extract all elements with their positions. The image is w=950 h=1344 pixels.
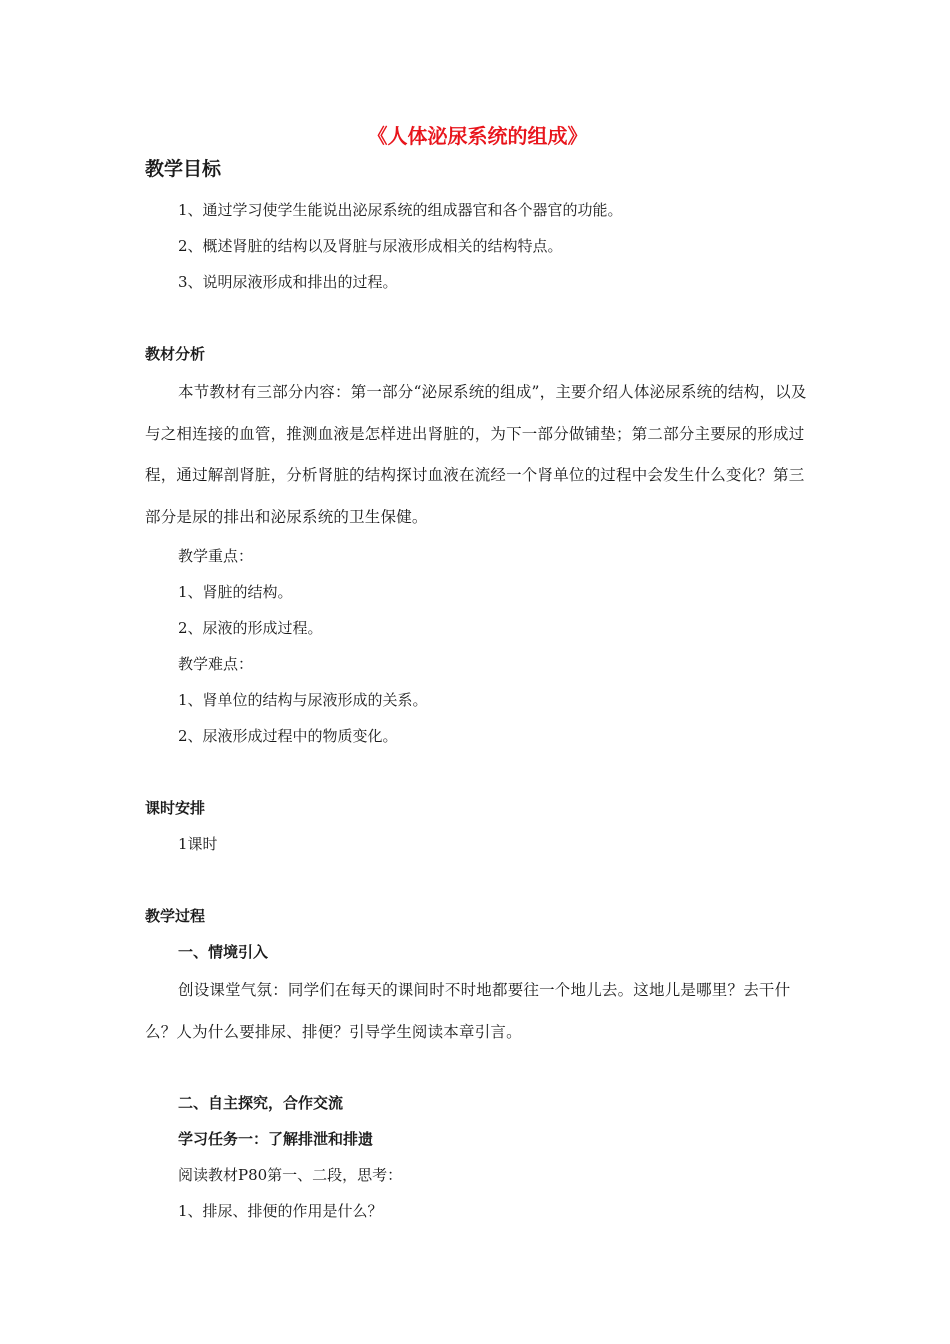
process-part1-heading: 一、情境引入 [178,943,269,961]
schedule-text: 1课时 [178,835,218,853]
key-point-item-2: 2、尿液的形成过程。 [178,619,323,637]
document-page [145,118,810,1229]
key-points-label: 教学重点： [178,547,254,565]
process-part2-heading: 二、自主探究，合作交流 [178,1094,344,1112]
task1-instruction: 阅读教材P80第一、二段，思考： [178,1166,403,1184]
objective-item-2: 2、概述肾脏的结构以及肾脏与尿液形成相关的结构特点。 [178,237,563,255]
section-spacer [145,862,810,898]
difficulty-item-2: 2、尿液形成过程中的物质变化。 [178,727,398,745]
objective-item-1: 1、通过学习使学生能说出泌尿系统的组成器官和各个器官的功能。 [178,201,623,219]
analysis-heading: 教材分析 [145,345,206,363]
document-title: 《人体泌尿系统的组成》 [367,124,588,148]
objective-item-3: 3、说明尿液形成和排出的过程。 [178,273,398,291]
section-spacer [145,1053,810,1085]
key-point-item-1: 1、肾脏的结构。 [178,583,293,601]
analysis-paragraph: 本节教材有三部分内容：第一部分“泌尿系统的组成”，主要介绍人体泌尿系统的结构，以及与之相连接的血管，推测血液是怎样进出肾脏的，为下一部分做铺垫；第二部分主要尿的形成过程，通过解剖肾脏，分析肾脏的结构探讨血液在流经一个肾单位的过程中会发生什么变化？第三部分是尿的排出和泌尿系统的卫生保健。 [145,383,807,526]
process-part1-text: 创设课堂气氛：同学们在每天的课间时不时地都要往一个地儿去。这地儿是哪里？去干什么？人为什么要排尿、排便？引导学生阅读本章引言。 [145,981,791,1041]
difficulty-item-1: 1、肾单位的结构与尿液形成的关系。 [178,691,428,709]
task1-question-1: 1、排尿、排便的作用是什么？ [178,1202,383,1220]
section-spacer [145,300,810,336]
process-heading: 教学过程 [145,907,206,925]
difficulties-label: 教学难点： [178,655,254,673]
schedule-heading: 课时安排 [145,799,206,817]
section-spacer [145,754,810,790]
task1-heading: 学习任务一：了解排泄和排遗 [178,1130,374,1148]
objectives-heading: 教学目标 [145,158,222,180]
